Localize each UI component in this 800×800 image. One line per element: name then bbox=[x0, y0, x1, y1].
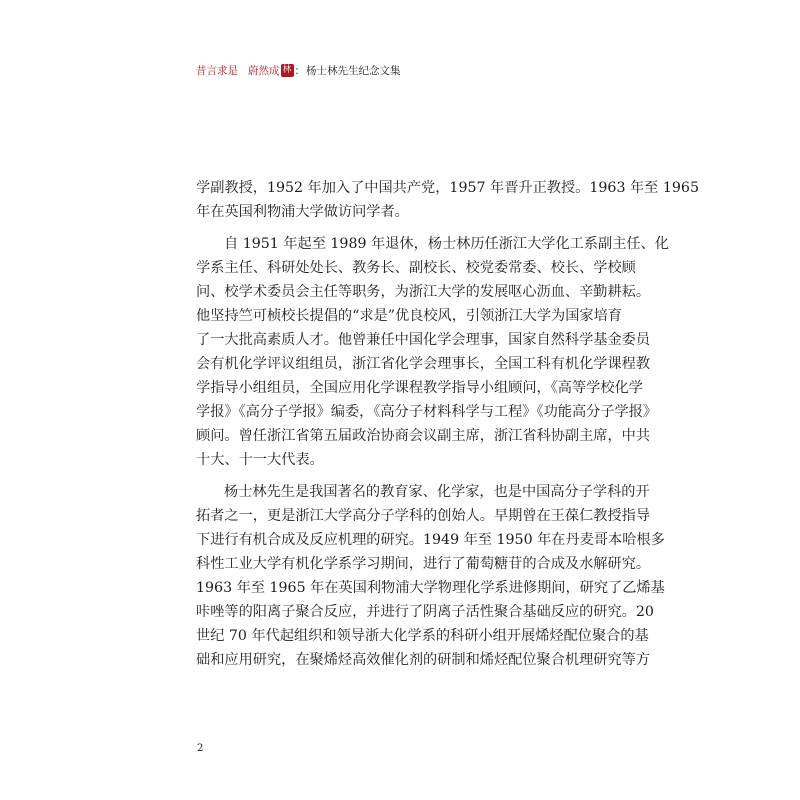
text-line: 杨士林先生是我国著名的教育家、化学家，也是中国高分子学科的开 bbox=[224, 484, 650, 500]
body-text bbox=[196, 176, 699, 672]
text-line: 问、校学术委员会主任等职务，为浙江大学的发展呕心沥血、辛勤耕耘。 bbox=[196, 284, 651, 300]
text-line: 学报》《高分子学报》编委，《高分子材料科学与工程》《功能高分子学报》 bbox=[196, 404, 658, 420]
text-line: 1963 年至 1965 年在英国利物浦大学物理化学系进修期间，研究了乙烯基 bbox=[196, 580, 665, 596]
text-line: 拓者之一，更是浙江大学高分子学科的创始人。早期曾在王葆仁教授指导 bbox=[196, 508, 651, 524]
page-number: 2 bbox=[197, 743, 204, 754]
text-line: 世纪 70 年代起组织和领导浙大化学系的科研小组开展烯烃配位聚合的基 bbox=[196, 628, 649, 644]
text-line: 科性工业大学有机化学系学习期间，进行了葡萄糖苷的合成及水解研究。 bbox=[196, 556, 651, 572]
text-line: 下进行有机合成及反应机理的研究。1949 年至 1950 年在丹麦哥本哈根多 bbox=[196, 532, 665, 548]
header-seal-icon: 林 bbox=[282, 64, 292, 75]
header-book-title: 杨士林先生纪念文集 bbox=[306, 64, 401, 77]
text-line: 十大、十一大代表。 bbox=[196, 452, 324, 468]
text-line: 自 1951 年起至 1989 年退休，杨士林历任浙江大学化工系副主任、化 bbox=[224, 236, 669, 252]
text-line: 础和应用研究，在聚烯烃高效催化剂的研制和烯烃配位聚合机理研究等方 bbox=[196, 652, 651, 668]
text-line: 学指导小组组员，全国应用化学课程教学指导小组顾问，《高等学校化学 bbox=[196, 380, 643, 396]
text-line: 顾问。曾任浙江省第五届政治协商会议副主席，浙江省科协副主席，中共 bbox=[196, 428, 651, 444]
text-line: 会有机化学评议组组员，浙江省化学会理事长，全国工科有机化学课程教 bbox=[196, 356, 651, 372]
header-separator: ： bbox=[294, 64, 305, 77]
text-line: 咔唑等的阳离子聚合反应，并进行了阴离子活性聚合基础反应的研究。20 bbox=[196, 604, 654, 620]
text-line: 他坚持竺可桢校长提倡的“求是”优良校风，引领浙江大学为国家培育 bbox=[196, 308, 622, 324]
running-header bbox=[196, 60, 401, 80]
text-line: 年在英国利物浦大学做访问学者。 bbox=[196, 204, 409, 220]
header-title-part2: 蔚然成 bbox=[248, 64, 280, 77]
header-title-part1: 昔言求是 bbox=[196, 64, 238, 77]
text-line: 学副教授，1952 年加入了中国共产党，1957 年晋升正教授。1963 年至 1965 bbox=[196, 180, 699, 196]
text-line: 学系主任、科研处处长、教务长、副校长、校党委常委、校长、学校顾 bbox=[196, 260, 636, 276]
text-line: 了一大批高素质人才。他曾兼任中国化学会理事，国家自然科学基金委员 bbox=[196, 332, 651, 348]
